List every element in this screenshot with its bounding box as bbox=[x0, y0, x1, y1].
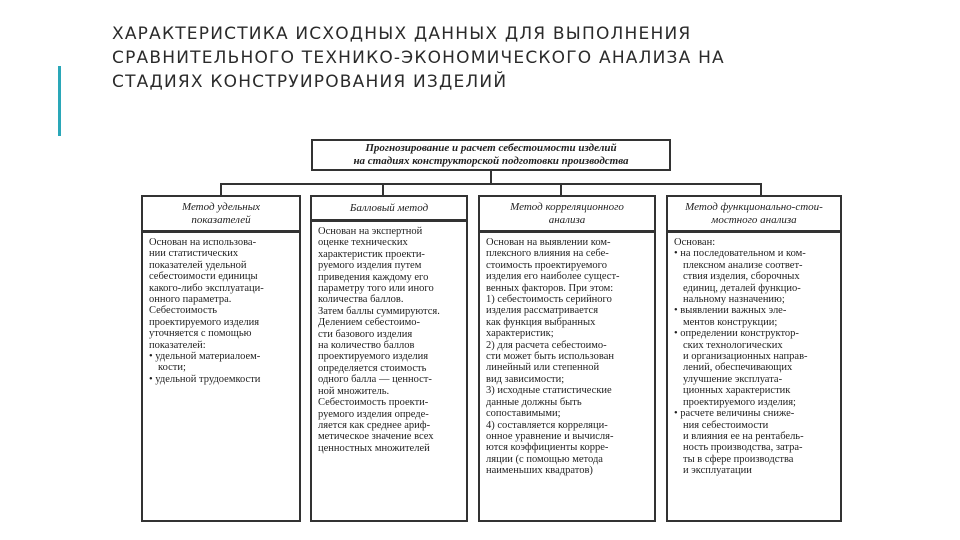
body-line: руемого изделия путем bbox=[318, 260, 422, 272]
body-line: • удельной трудоемкости bbox=[149, 373, 261, 385]
body-line: ляется как среднее ариф- bbox=[318, 419, 431, 431]
body-line: оценке технических bbox=[318, 237, 408, 249]
body-line: приведения каждому его bbox=[318, 271, 429, 283]
body-line: определяется стоимость bbox=[318, 362, 427, 374]
body-line: руемого изделия опреде- bbox=[318, 408, 429, 420]
body-line: плексного влияния на себе- bbox=[486, 248, 609, 260]
body-line: ционных характеристик bbox=[683, 385, 791, 397]
body-line: и организационных направ- bbox=[683, 351, 808, 363]
body-line: ной множитель. bbox=[318, 385, 390, 397]
body-line: Основан: bbox=[674, 237, 716, 248]
method-1-header bbox=[141, 195, 301, 232]
body-line: изделия рассматривается bbox=[486, 305, 599, 317]
body-line: 2) для расчета себестоимо- bbox=[486, 339, 607, 351]
body-line: Основан на использова- bbox=[149, 237, 257, 248]
body-line: 1) себестоимость серийного bbox=[486, 294, 612, 306]
body-line: Делением себестоимо- bbox=[318, 317, 420, 329]
body-line: изделия его наиболее сущест- bbox=[486, 271, 620, 283]
body-line: лений, обеспечивающих bbox=[683, 362, 793, 374]
body-line: венных факторов. При этом: bbox=[486, 282, 614, 294]
body-line: себестоимости единицы bbox=[149, 271, 258, 283]
body-line: ния себестоимости bbox=[683, 419, 769, 431]
body-line: какого-либо эксплуатаци- bbox=[149, 282, 264, 294]
title-line: ХАРАКТЕРИСТИКА ИСХОДНЫХ ДАННЫХ ДЛЯ ВЫПОЛНЕНИЯ bbox=[112, 24, 692, 44]
body-line: стоимость проектируемого bbox=[486, 259, 607, 271]
root-box bbox=[311, 139, 671, 171]
body-line: ются коэффициенты корре- bbox=[486, 442, 609, 454]
method-title-line: Метод корреляционного bbox=[510, 200, 624, 213]
body-line: ляции (с помощью метода bbox=[486, 453, 603, 465]
method-title-line: показателей bbox=[191, 213, 251, 226]
body-line: и эксплуатации bbox=[683, 465, 752, 477]
body-line: 3) исходные статистические bbox=[486, 385, 612, 397]
body-line: вид зависимости; bbox=[486, 373, 565, 385]
body-line: Себестоимость проекти- bbox=[318, 397, 429, 409]
body-line: характеристик; bbox=[486, 328, 554, 340]
body-line: Основан на выявлении ком- bbox=[486, 237, 611, 248]
method-3-header bbox=[478, 195, 656, 232]
body-line: и влияния ее на рентабель- bbox=[683, 430, 804, 442]
body-line: онного параметра. bbox=[149, 294, 232, 306]
body-line: как функция выбранных bbox=[486, 316, 596, 328]
body-line: • выявлении важных эле- bbox=[674, 305, 787, 317]
body-line: метическое значение всех bbox=[318, 431, 434, 443]
body-line: сти может быть использован bbox=[486, 351, 614, 363]
body-line: сопоставимыми; bbox=[486, 408, 561, 420]
body-line: плексном анализе соответ- bbox=[683, 259, 803, 271]
body-line: • на последовательном и ком- bbox=[674, 248, 806, 260]
body-line: ментов конструкции; bbox=[683, 316, 778, 328]
body-line: • расчете величины сниже- bbox=[674, 408, 795, 420]
body-line: уточняется с помощью bbox=[149, 328, 252, 340]
body-line: единиц, деталей функцио- bbox=[683, 282, 801, 294]
body-line: показателей: bbox=[149, 339, 206, 351]
body-line: • удельной материалоем- bbox=[149, 351, 261, 363]
body-line: ствия изделия, сборочных bbox=[683, 271, 800, 283]
body-line: Себестоимость bbox=[149, 305, 218, 317]
body-line: количества баллов. bbox=[318, 294, 404, 306]
body-line: характеристик проекти- bbox=[318, 248, 425, 260]
method-title-line: Метод удельных bbox=[181, 200, 261, 213]
body-line: улучшение эксплуата- bbox=[683, 373, 783, 385]
body-line: ских технологических bbox=[683, 339, 783, 351]
method-title-line: Балловый метод bbox=[349, 201, 429, 214]
body-line: онное уравнение и вычисля- bbox=[486, 430, 614, 442]
root-line: Прогнозирование и расчет себестоимости изделий bbox=[365, 142, 617, 154]
title-line: СТАДИЯХ КОНСТРУИРОВАНИЯ ИЗДЕЛИЙ bbox=[112, 72, 508, 92]
body-line: 4) составляется корреляци- bbox=[486, 419, 608, 431]
connector-horizontal bbox=[220, 183, 762, 185]
method-2-body bbox=[310, 220, 468, 522]
body-line: нии статистических bbox=[149, 248, 239, 260]
method-4-body bbox=[666, 231, 842, 522]
body-line: параметру того или иного bbox=[318, 283, 434, 295]
body-line: • определении конструктор- bbox=[674, 328, 799, 340]
body-line: проектируемого изделия bbox=[318, 351, 429, 363]
body-line: ценностных множителей bbox=[318, 442, 430, 454]
method-1-body bbox=[141, 231, 301, 522]
body-line: кости; bbox=[158, 362, 186, 374]
body-line: проектируемого изделия; bbox=[683, 396, 796, 408]
root-line: на стадиях конструкторской подготовки производства bbox=[353, 155, 629, 167]
method-3-body bbox=[478, 231, 656, 522]
method-title-line: мостного анализа bbox=[711, 213, 797, 226]
body-line: Затем баллы суммируются. bbox=[318, 305, 440, 317]
body-line: ты в сфере производства bbox=[683, 453, 794, 465]
body-line: данные должны быть bbox=[486, 396, 582, 408]
body-line: Основан на экспертной bbox=[318, 226, 423, 237]
body-line: нальному назначению; bbox=[683, 294, 785, 306]
method-2-header bbox=[310, 195, 468, 221]
body-line: одного балла — ценност- bbox=[318, 374, 432, 386]
body-line: наименьших квадратов) bbox=[486, 465, 593, 477]
method-4-header bbox=[666, 195, 842, 232]
body-line: на количество баллов bbox=[318, 340, 415, 352]
body-line: линейный или степенной bbox=[486, 362, 600, 374]
title-line: СРАВНИТЕЛЬНОГО ТЕХНИКО-ЭКОНОМИЧЕСКОГО АНАЛИЗА НА bbox=[112, 48, 725, 68]
body-line: ность производства, затра- bbox=[683, 442, 803, 454]
method-title-line: анализа bbox=[548, 213, 586, 226]
body-line: проектируемого изделия bbox=[149, 316, 260, 328]
method-title-line: Метод функционально-стои- bbox=[685, 200, 823, 213]
body-line: сти базового изделия bbox=[318, 328, 413, 340]
body-line: показателей удельной bbox=[149, 259, 247, 271]
